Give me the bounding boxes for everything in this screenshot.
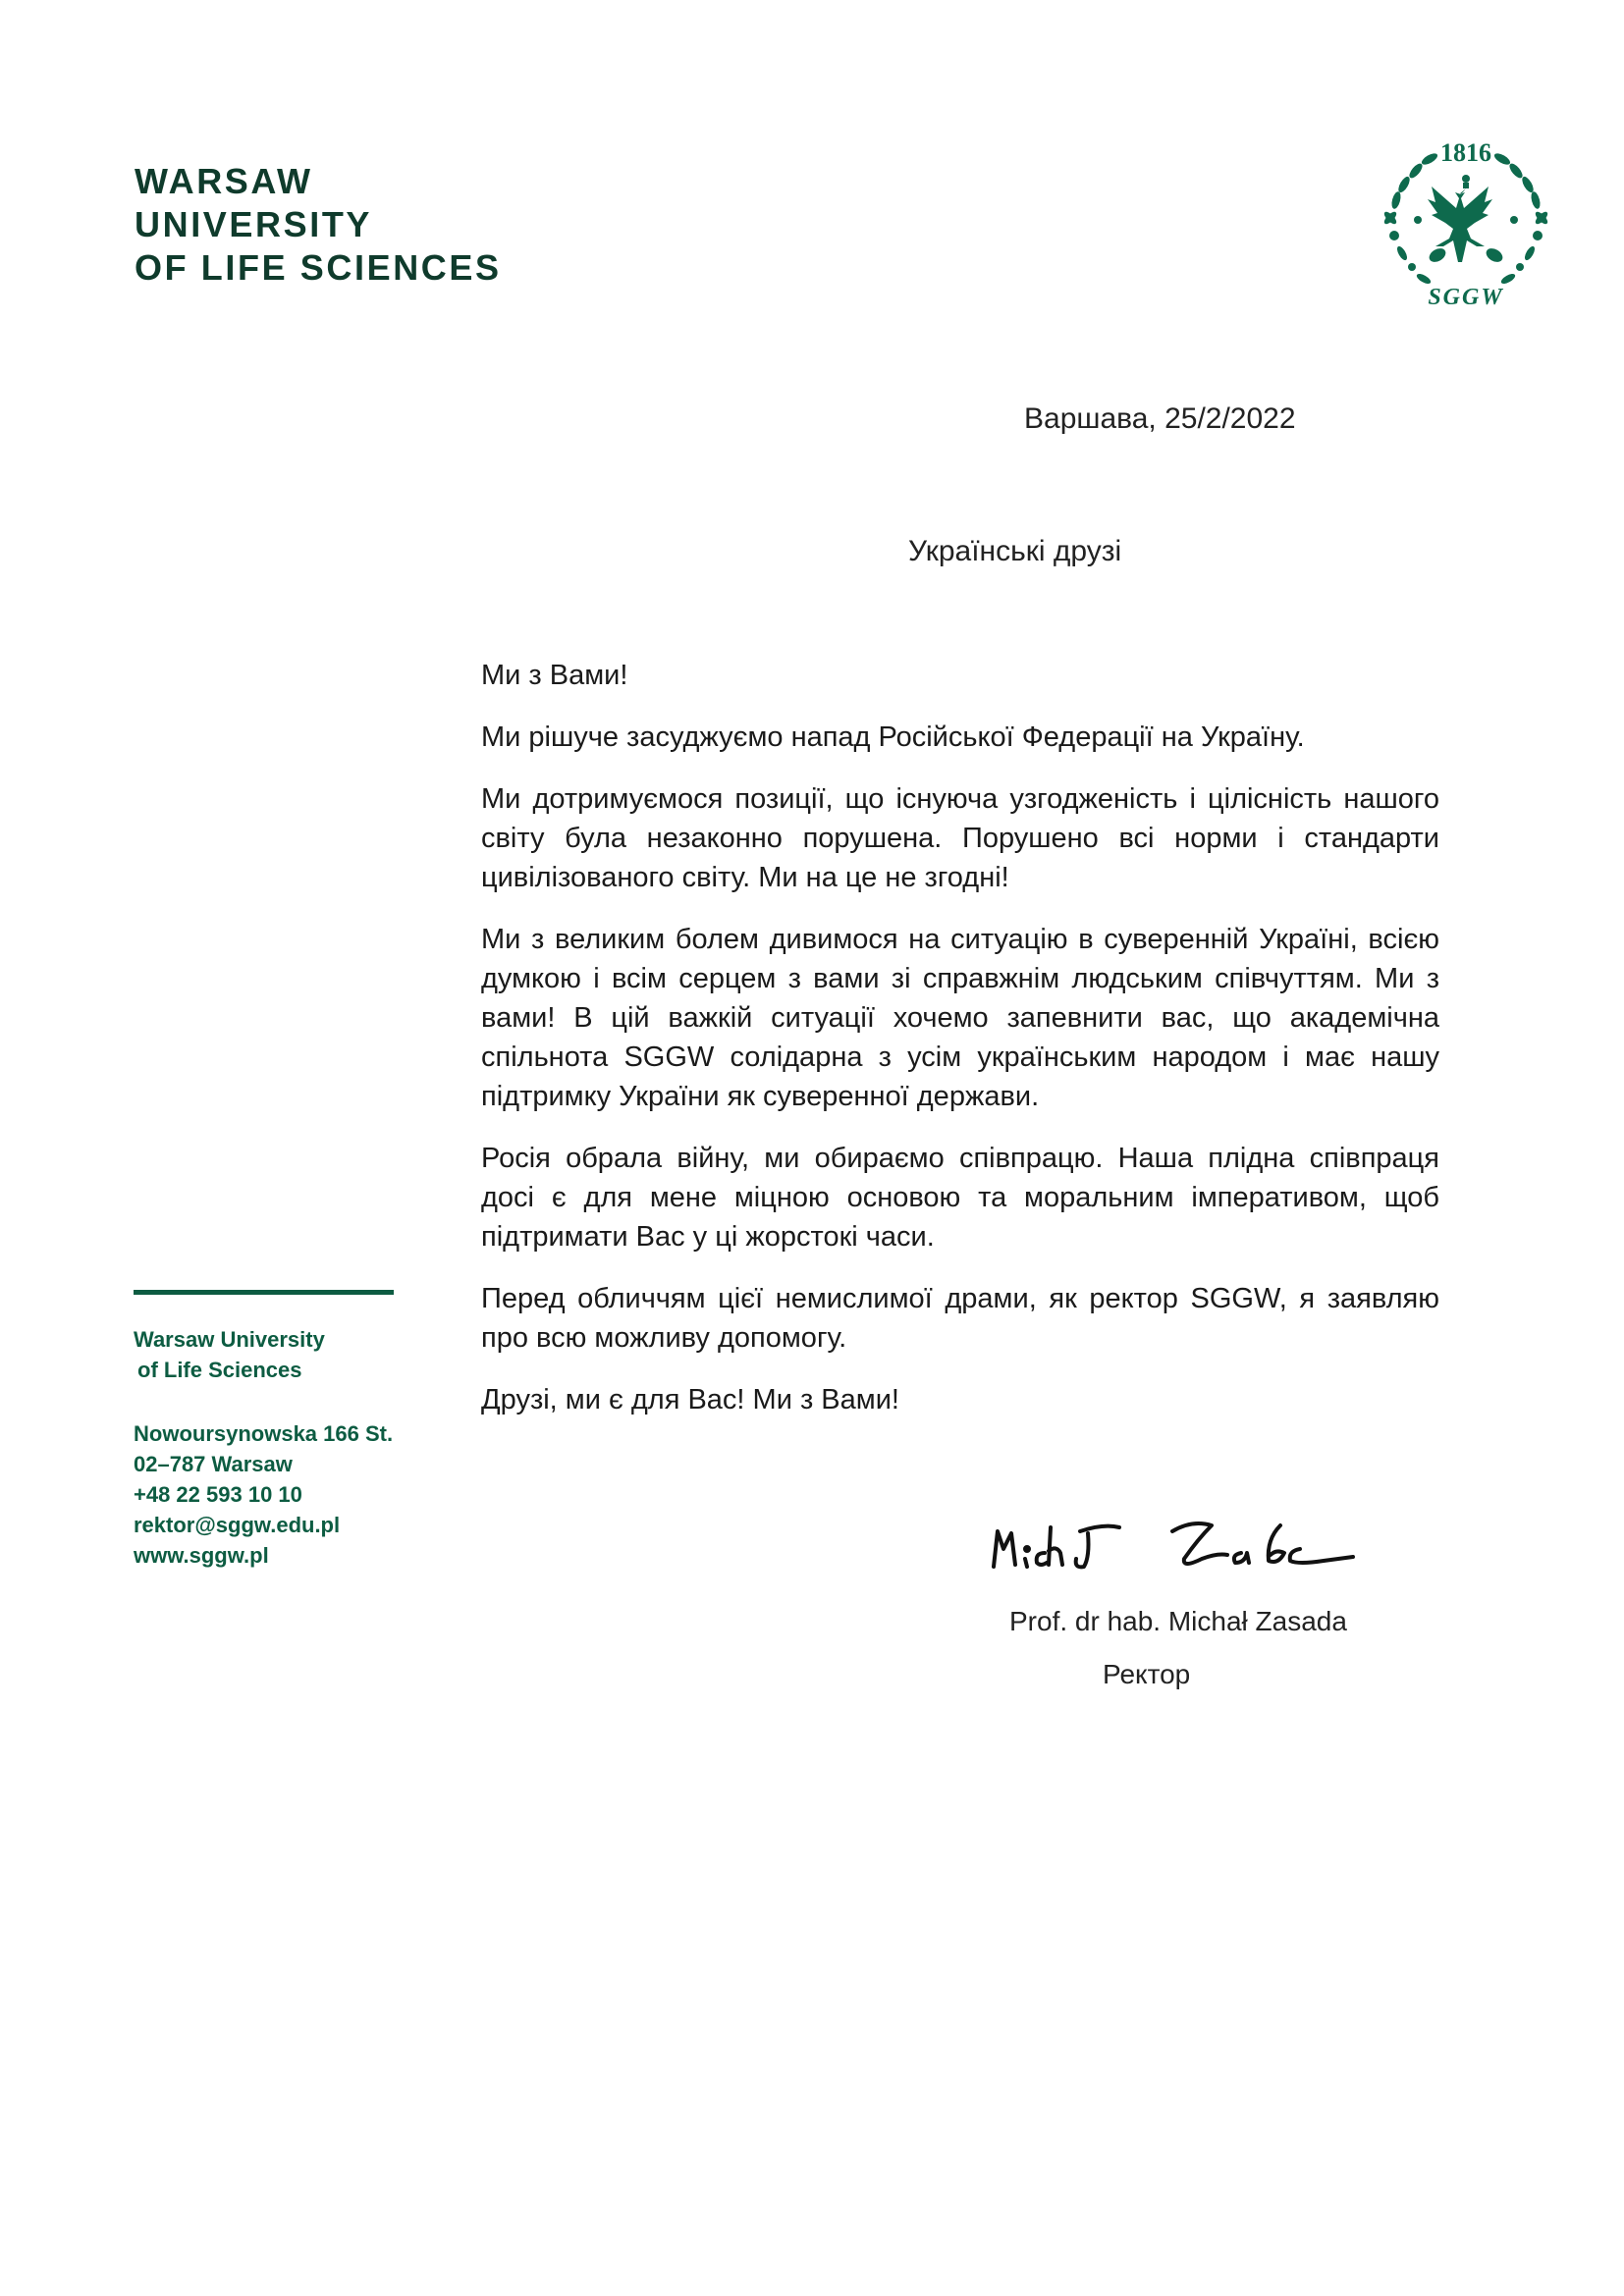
postal-city: 02–787 Warsaw [134,1452,293,1476]
signatory-name: Prof. dr hab. Michał Zasada [1009,1606,1347,1636]
eagle-crest-icon [1373,130,1559,316]
letter-body [481,656,1439,1442]
paragraph: Перед обличчям цієї немислимої драми, як ректор SGGW, я заявляю про всю можливу допомогу. [481,1283,1439,1354]
svg-text:SGGW: SGGW [1428,285,1504,310]
svg-text:1816: 1816 [1440,138,1491,167]
paragraph: Ми з великим болем дивимося на ситуацію в суверенній Україні, всією думкою і всім серцем з вами зі справжнім людським співчуттям. Ми з вами! В цій важкій ситуації хочемо запевнити вас, що академічна спільнота SGGW солідарна з усім українським народом і має нашу підтримку України як суверенної держави. [481,924,1439,1112]
paragraph: Друзі, ми є для Вас! Ми з Вами! [481,1384,899,1415]
phone: +48 22 593 10 10 [134,1482,302,1507]
paragraph: Ми з Вами! [481,660,628,691]
handwritten-signature [990,1510,1368,1580]
wordmark-line-3: OF LIFE SCIENCES [135,247,502,288]
paragraph: Ми дотримуємося позиції, що існуюча узгодженість і цілісність нашого світу була незаконно порушена. Порушено всі норми і стандарти цивілізованого світу. Ми на це не згодні! [481,783,1439,893]
org-name-line-1: Warsaw University [134,1327,325,1352]
sidebar-contact [134,1418,393,1571]
signatory-role: Ректор [1103,1659,1191,1689]
signature-icon [990,1510,1368,1580]
wordmark-line-1: WARSAW [135,161,313,201]
org-name-line-2: of Life Sciences [137,1358,302,1382]
paragraph: Ми рішуче засуджуємо напад Російської Федерації на Україну. [481,721,1305,753]
sggw-crest-logo [1373,130,1559,316]
website-link[interactable]: www.sggw.pl [134,1543,269,1568]
wordmark-line-2: UNIVERSITY [135,204,373,244]
university-wordmark [135,160,502,290]
place-date: Варшава, 25/2/2022 [1024,402,1296,435]
salutation: Українські друзі [908,535,1122,567]
sidebar-divider [134,1290,394,1295]
email-link[interactable]: rektor@sggw.edu.pl [134,1513,341,1537]
address: Nowoursynowska 166 St. [134,1421,394,1446]
paragraph: Росія обрала війну, ми обираємо співпрацю. Наша плідна співпраця досі є для мене міцною основою та моральним імперативом, щоб підтримати Вас у ці жорстокі часи. [481,1143,1439,1253]
sidebar-org-name [134,1324,325,1385]
